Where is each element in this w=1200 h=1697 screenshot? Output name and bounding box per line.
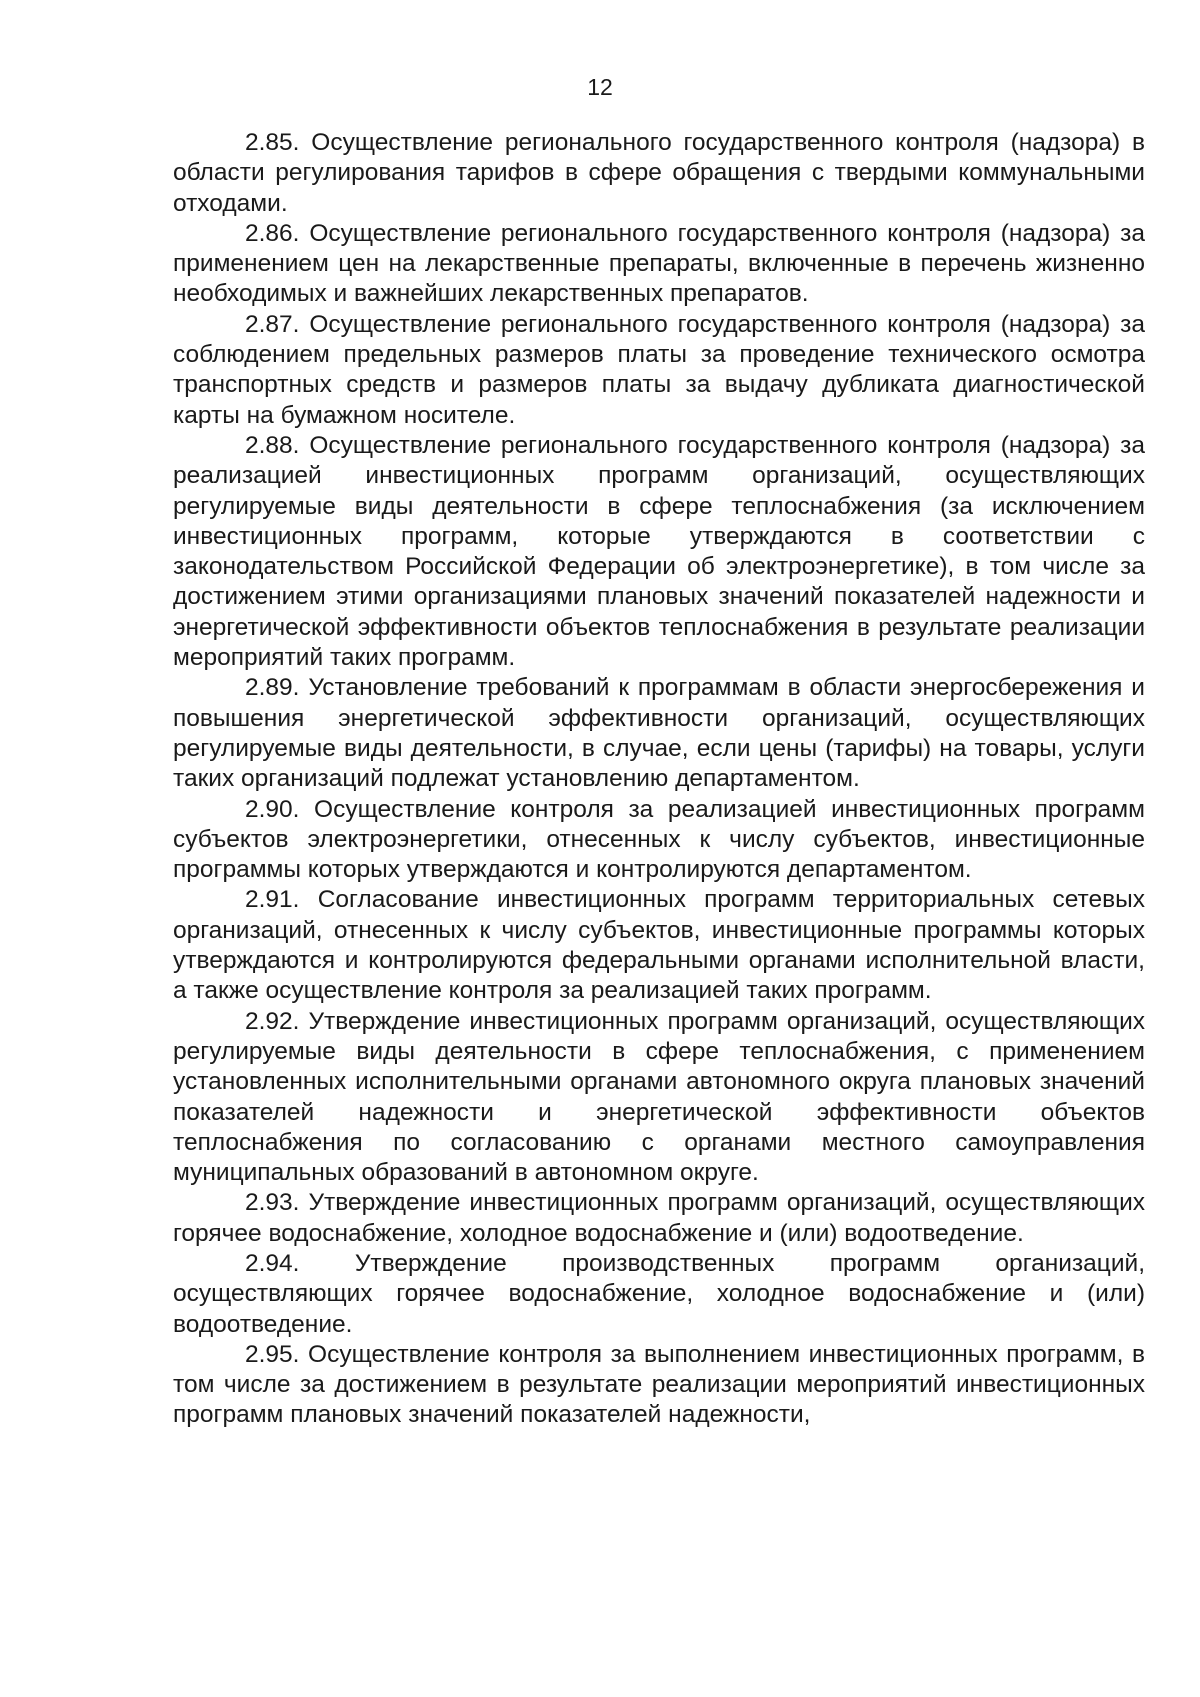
page-number: 12	[587, 74, 613, 100]
paragraph-2-92: 2.92. Утверждение инвестиционных программ организаций, осуществляющих регулируемые виды деятельности в сфере теплоснабжения, с применением установленных исполнительными органами автономного округа плановых значений показателей надежности и энергетической эффективности объектов теплоснабжения по согласованию с органами местного самоуправления муниципальных образований в автономном округе.	[173, 1007, 1145, 1187]
paragraph-2-89: 2.89. Установление требований к программам в области энергосбережения и повышения энергетической эффективности организаций, осуществляющих регулируемые виды деятельности, в случае, если цены (тарифы) на товары, услуги таких организаций подлежат установлению департаментом.	[173, 674, 1145, 793]
paragraph-2-95: 2.95. Осуществление контроля за выполнением инвестиционных программ, в том числе за достижением в результате реализации мероприятий инвестиционных программ плановых значений показателей надежности,	[173, 1340, 1145, 1429]
paragraph-2-85: 2.85. Осуществление регионального государственного контроля (надзора) в области регулирования тарифов в сфере обращения с твердыми коммунальными отходами.	[173, 129, 1145, 217]
paragraph-2-90: 2.90. Осуществление контроля за реализацией инвестиционных программ субъектов электроэнергетики, отнесенных к числу субъектов, инвестиционные программы которых утверждаются и контролируются департаментом.	[173, 795, 1145, 884]
paragraph-2-91: 2.91. Согласование инвестиционных программ территориальных сетевых организаций, отнесенных к числу субъектов, инвестиционные программы которых утверждаются и контролируются федеральными органами исполнительной власти, а также осуществление контроля за реализацией таких программ.	[173, 886, 1145, 1005]
paragraph-2-87: 2.87. Осуществление регионального государственного контроля (надзора) за соблюдением предельных размеров платы за проведение технического осмотра транспортных средств и размеров платы за выдачу дубликата диагностической карты на бумажном носителе.	[173, 310, 1145, 429]
paragraph-2-88: 2.88. Осуществление регионального государственного контроля (надзора) за реализацией инвестиционных программ организаций, осуществляющих регулируемые виды деятельности в сфере теплоснабжения (за исключением инвестиционных программ, которые утверждаются в соответствии с законодательством Российской Федерации об электроэнергетике), в том числе за достижением этими организациями плановых значений показателей надежности и энергетической эффективности объектов теплоснабжения в результате реализации мероприятий таких программ.	[173, 431, 1145, 672]
document-body	[173, 128, 1145, 1431]
paragraph-2-93: 2.93. Утверждение инвестиционных программ организаций, осуществляющих горячее водоснабжение, холодное водоснабжение и (или) водоотведение.	[173, 1189, 1145, 1247]
paragraph-2-86: 2.86. Осуществление регионального государственного контроля (надзора) за применением цен на лекарственные препараты, включенные в перечень жизненно необходимых и важнейших лекарственных препаратов.	[173, 219, 1145, 308]
paragraph-2-94: 2.94. Утверждение производственных программ организаций, осуществляющих горячее водоснабжение, холодное водоснабжение и (или) водоотведение.	[173, 1249, 1145, 1338]
